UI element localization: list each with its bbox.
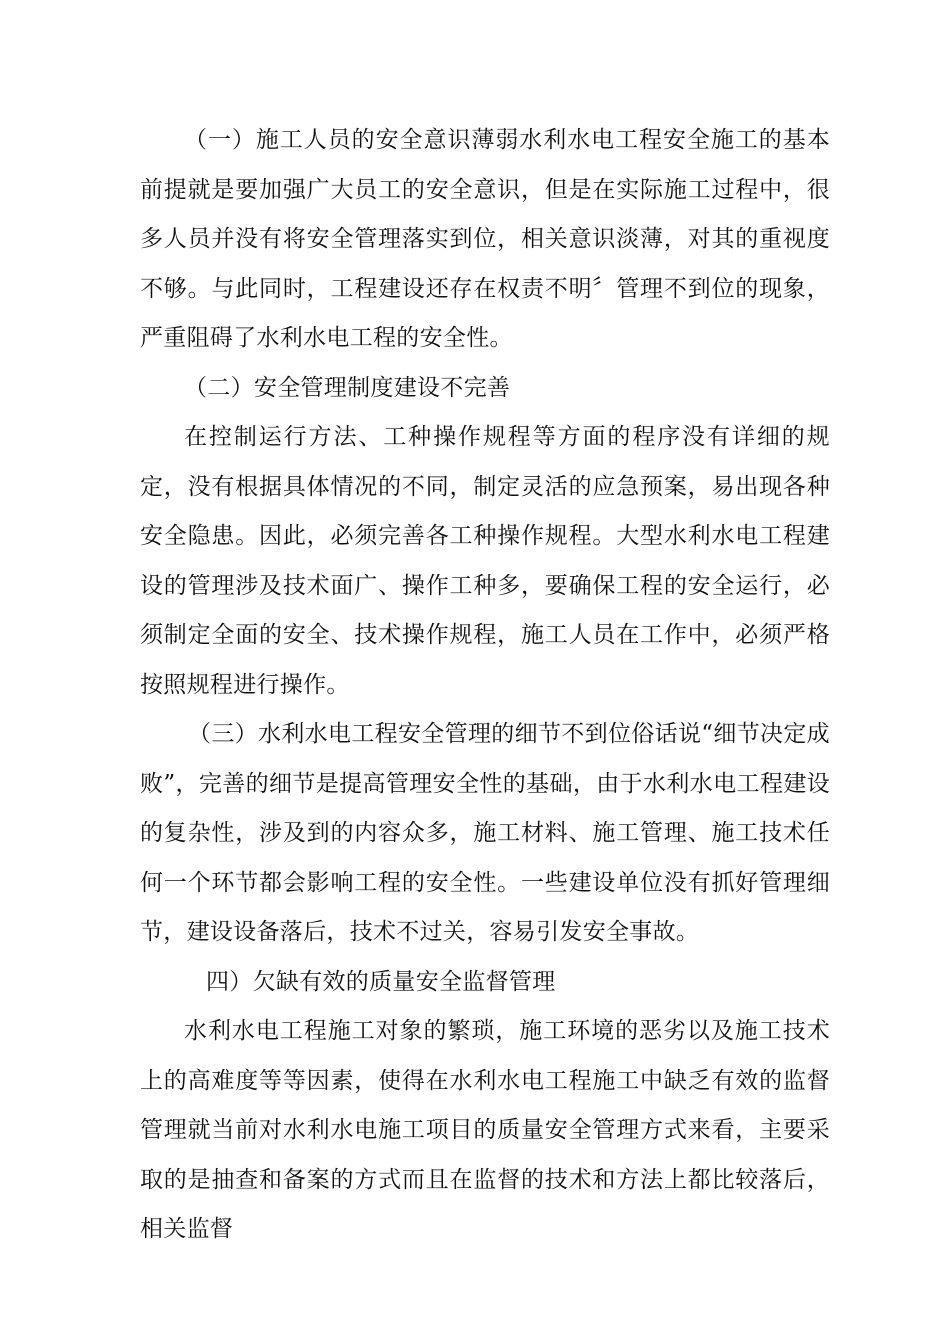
heading-section-two: （二）安全管理制度建设不完善 xyxy=(184,374,511,401)
paragraph-section-two-body: 在控制运行方法、工种操作规程等方面的程序没有详细的规定，没有根据具体情况的不同，制定灵活的应急预案，易出现各种安全隐患。因此，必须完善各工种操作规程。大型水利水电工程建设的管理涉及技术面广、操作工种多，要确保工程的安全运行，必须制定全面的安全、技术操作规程，施工人员在工作中，必须严格按照规程进行操作。 xyxy=(140,424,830,698)
document-body xyxy=(140,116,830,1255)
paragraph-section-four-body: 水利水电工程施工对象的繁琐，施工环境的恶劣以及施工技术上的高难度等等因素，使得在水利水电工程施工中缺乏有效的监督管理就当前对水利水电施工项目的质量安全管理方式来看，主要采取的是抽查和备案的方式而且在监督的技术和方法上都比较落后，相关监督 xyxy=(140,1018,830,1242)
heading-section-four: 四）欠缺有效的质量安全监督管理 xyxy=(206,968,556,995)
paragraph-section-one: （一）施工人员的安全意识薄弱水利水电工程安全施工的基本前提就是要加强广大员工的安全意识，但是在实际施工过程中，很多人员并没有将安全管理落实到位，相关意识淡薄，对其的重视度不够。与此同时，工程建设还存在权责不明〞管理不到位的现象，严重阻碍了水利水电工程的安全性。 xyxy=(140,127,830,351)
paragraph-section-three: （三）水利水电工程安全管理的细节不到位俗话说“细节决定成败”，完善的细节是提高管理安全性的基础，由于水利水电工程建设的复杂性，涉及到的内容众多，施工材料、施工管理、施工技术任何一个环节都会影响工程的安全性。一些建设单位没有抓好管理细节，建设设备落后，技术不过关，容易引发安全事故。 xyxy=(140,721,830,945)
